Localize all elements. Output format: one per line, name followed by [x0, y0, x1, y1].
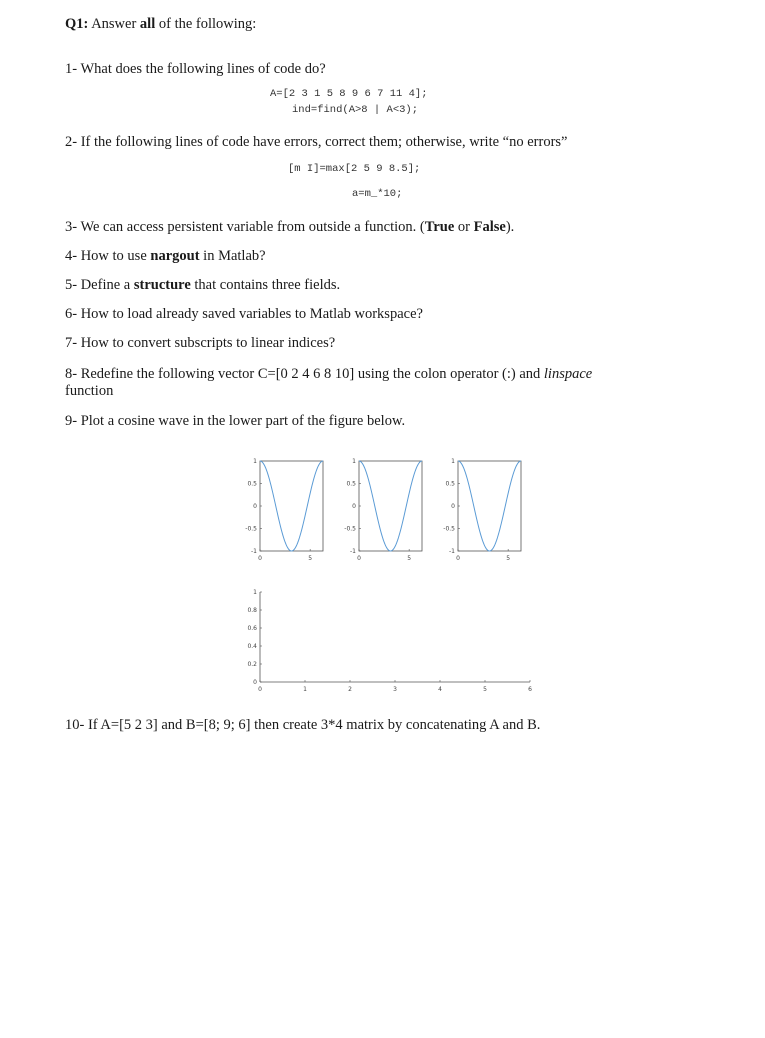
question-3: 3- We can access persistent variable from outside a function. (True or False).	[65, 219, 515, 235]
y-tick-label: 0	[253, 503, 257, 510]
x-tick-label: 5	[407, 555, 412, 562]
x-tick-label: 0	[357, 555, 361, 562]
y-tick-label: -0.5	[245, 525, 257, 533]
code-2-line-2: a=m_*10;	[352, 188, 403, 200]
question-8: 8- Redefine the following vector C=[0 2 4 6 8 10] using the colon operator (:) and linspace function	[65, 366, 593, 399]
y-tick-label: -1	[449, 548, 455, 555]
axes-box-top-middle	[359, 461, 422, 551]
y-tick-label: 0.4	[247, 643, 257, 650]
y-tick-label: -1	[251, 548, 257, 555]
q1-label: Q1:	[65, 16, 89, 32]
y-tick-label: -0.5	[443, 525, 455, 533]
y-tick-label: 0.2	[247, 661, 257, 668]
y-tick-label: -1	[350, 548, 356, 555]
question-7: 7- How to convert subscripts to linear indices?	[65, 335, 336, 351]
x-tick-label: 4	[438, 686, 442, 693]
x-tick-label: 5	[308, 555, 313, 562]
y-tick-label: 0.6	[247, 625, 257, 632]
question-9: 9- Plot a cosine wave in the lower part of the figure below.	[65, 413, 406, 429]
x-tick-label: 6	[528, 686, 532, 693]
x-tick-label: 2	[348, 686, 352, 693]
x-tick-label: 3	[393, 686, 397, 693]
y-tick-label: 1	[352, 458, 356, 465]
y-tick-label: -0.5	[344, 525, 356, 533]
q1-heading: Q1: Answer all of the following:	[65, 16, 257, 32]
y-tick-label: 1	[253, 589, 257, 596]
y-tick-label: 0	[253, 679, 257, 686]
y-tick-label: 0	[451, 503, 455, 510]
y-tick-label: 0	[352, 503, 356, 510]
x-tick-label: 5	[483, 686, 487, 693]
code-1-line-2: ind=find(A>8 | A<3);	[292, 104, 419, 116]
question-10: 10- If A=[5 2 3] and B=[8; 9; 6] then create 3*4 matrix by concatenating A and B.	[65, 717, 541, 733]
y-tick-label: 0.5	[247, 480, 257, 488]
axes-box-top-right	[458, 461, 521, 551]
matlab-figure	[225, 450, 555, 700]
question-6: 6- How to load already saved variables to Matlab workspace?	[65, 306, 423, 322]
code-2-line-1: [m I]=max[2 5 9 8.5];	[288, 163, 421, 175]
question-2: 2- If the following lines of code have errors, correct them; otherwise, write “no errors”	[65, 134, 568, 150]
y-tick-label: 1	[451, 458, 455, 465]
y-tick-label: 1	[253, 458, 257, 465]
x-tick-label: 0	[258, 686, 262, 693]
x-tick-label: 0	[258, 555, 262, 562]
x-tick-label: 5	[506, 555, 511, 562]
y-tick-label: 0.5	[445, 480, 455, 488]
code-1-line-1: A=[2 3 1 5 8 9 6 7 11 4];	[270, 88, 428, 100]
question-4: 4- How to use nargout in Matlab?	[65, 248, 266, 264]
x-tick-label: 1	[303, 686, 307, 693]
y-tick-label: 0.8	[247, 607, 257, 614]
question-1: 1- What does the following lines of code do?	[65, 61, 326, 77]
question-5: 5- Define a structure that contains three fields.	[65, 277, 341, 293]
axes-box-top-left	[260, 461, 323, 551]
x-tick-label: 0	[456, 555, 460, 562]
y-tick-label: 0.5	[346, 480, 356, 488]
